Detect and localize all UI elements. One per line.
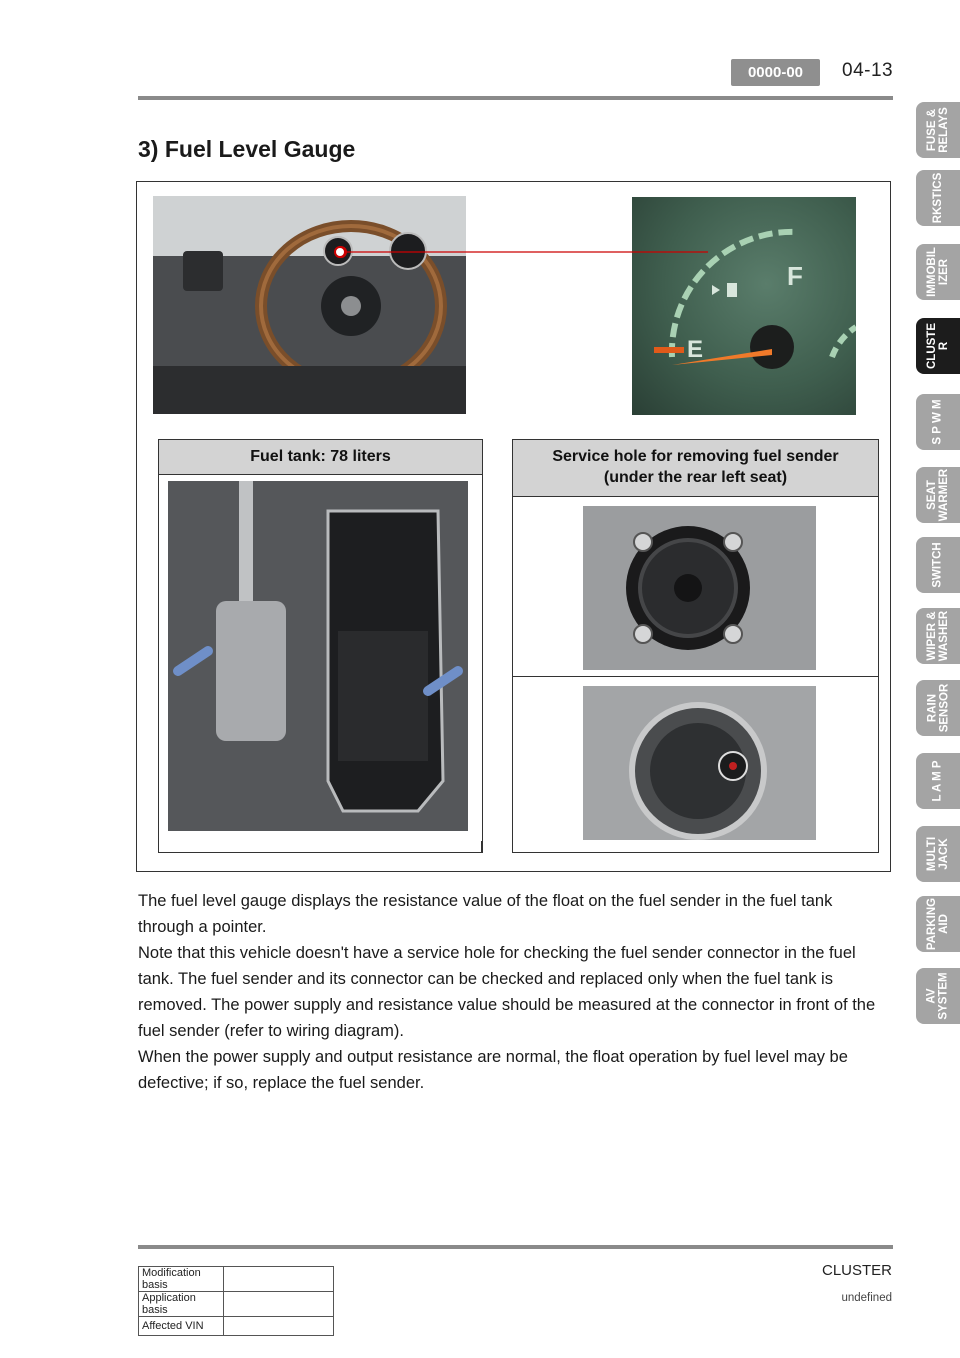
table-cell-value (224, 1317, 334, 1336)
modification-table (138, 1266, 334, 1336)
footer-section-name: CLUSTER (821, 1262, 892, 1279)
fuel-tank-underbody-photo (168, 481, 468, 831)
service-hole-label-line2: (under the rear left seat) (603, 469, 788, 486)
table-row (139, 1292, 334, 1317)
tab-rkstics[interactable]: RKSTICS (916, 170, 960, 226)
service-hole-label-line1: Service hole for removing fuel sender (552, 448, 839, 465)
fuel-tank-label: Fuel tank: 78 liters (159, 440, 482, 475)
service-hole-open-illustration (583, 686, 816, 840)
service-hole-label (513, 440, 878, 497)
tab-multi-jack[interactable]: MULTI JACK (916, 826, 960, 882)
panel-bottom-edge (158, 852, 483, 853)
table-cell-key: Application basis (139, 1292, 224, 1317)
tab-wiper-washer[interactable]: WIPER & WASHER (916, 608, 960, 664)
dashboard-photo (153, 196, 466, 414)
header-divider (138, 96, 893, 100)
table-cell-key: Affected VIN (139, 1317, 224, 1336)
service-hole-open-photo (583, 686, 816, 840)
panel-bottom-tick (481, 841, 483, 853)
fuel-gauge-illustration (632, 197, 856, 415)
table-cell-key: Modification basis (139, 1267, 224, 1292)
table-cell-value (224, 1267, 334, 1292)
footer-divider (138, 1245, 893, 1249)
tab-spwm[interactable]: S P W M (916, 394, 960, 450)
table-row (139, 1267, 334, 1292)
body-paragraph: The fuel level gauge displays the resistance value of the float on the fuel sender in the fuel tank through a pointer. (138, 892, 833, 936)
service-panel-divider (512, 676, 879, 677)
table-row (139, 1317, 334, 1336)
fuel-gauge-closeup-photo (632, 197, 856, 415)
tab-av-system[interactable]: AV SYSTEM (916, 968, 960, 1024)
tab-seat-warmer[interactable]: SEAT WARMER (916, 467, 960, 523)
service-cover-illustration (583, 506, 816, 670)
callout-line (330, 240, 710, 270)
section-title: 3) Fuel Level Gauge (138, 136, 356, 162)
tab-lamp[interactable]: L A M P (916, 753, 960, 809)
tab-parking-aid[interactable]: PARKING AID (916, 896, 960, 952)
gauge-empty-mark: E (687, 336, 704, 363)
tab-fuse-relays[interactable]: FUSE & RELAYS (916, 102, 960, 158)
tab-switch[interactable]: SWITCH (916, 537, 960, 593)
service-hole-cover-photo (583, 506, 816, 670)
tab-rain-sensor[interactable]: RAIN SENSOR (916, 680, 960, 736)
tab-immobilizer[interactable]: IMMOBIL IZER (916, 244, 960, 300)
body-text (138, 888, 888, 1096)
body-paragraph: Note that this vehicle doesn't have a service hole for checking the fuel sender connector in the fuel tank. The fuel sender and its connector can be checked and replaced only when the fuel tank is removed. The power supply and resistance value should be measured at the connector in front of the fuel sender (refer to wiring diagram). (138, 944, 876, 1040)
footer-subtext: undefined (841, 1292, 892, 1304)
body-paragraph: When the power supply and output resistance are normal, the float operation by fuel level may be defective; if so, replace the fuel sender. (138, 1048, 848, 1092)
gauge-full-mark: F (787, 261, 803, 291)
fuel-pump-icon (727, 283, 737, 297)
tab-cluster[interactable]: CLUSTE R (916, 318, 960, 374)
table-cell-value (224, 1292, 334, 1317)
dashboard-illustration (153, 196, 466, 414)
document-code-badge: 0000-00 (731, 59, 820, 86)
fuel-tank-illustration (168, 481, 468, 831)
page-number: 04-13 (842, 60, 894, 81)
